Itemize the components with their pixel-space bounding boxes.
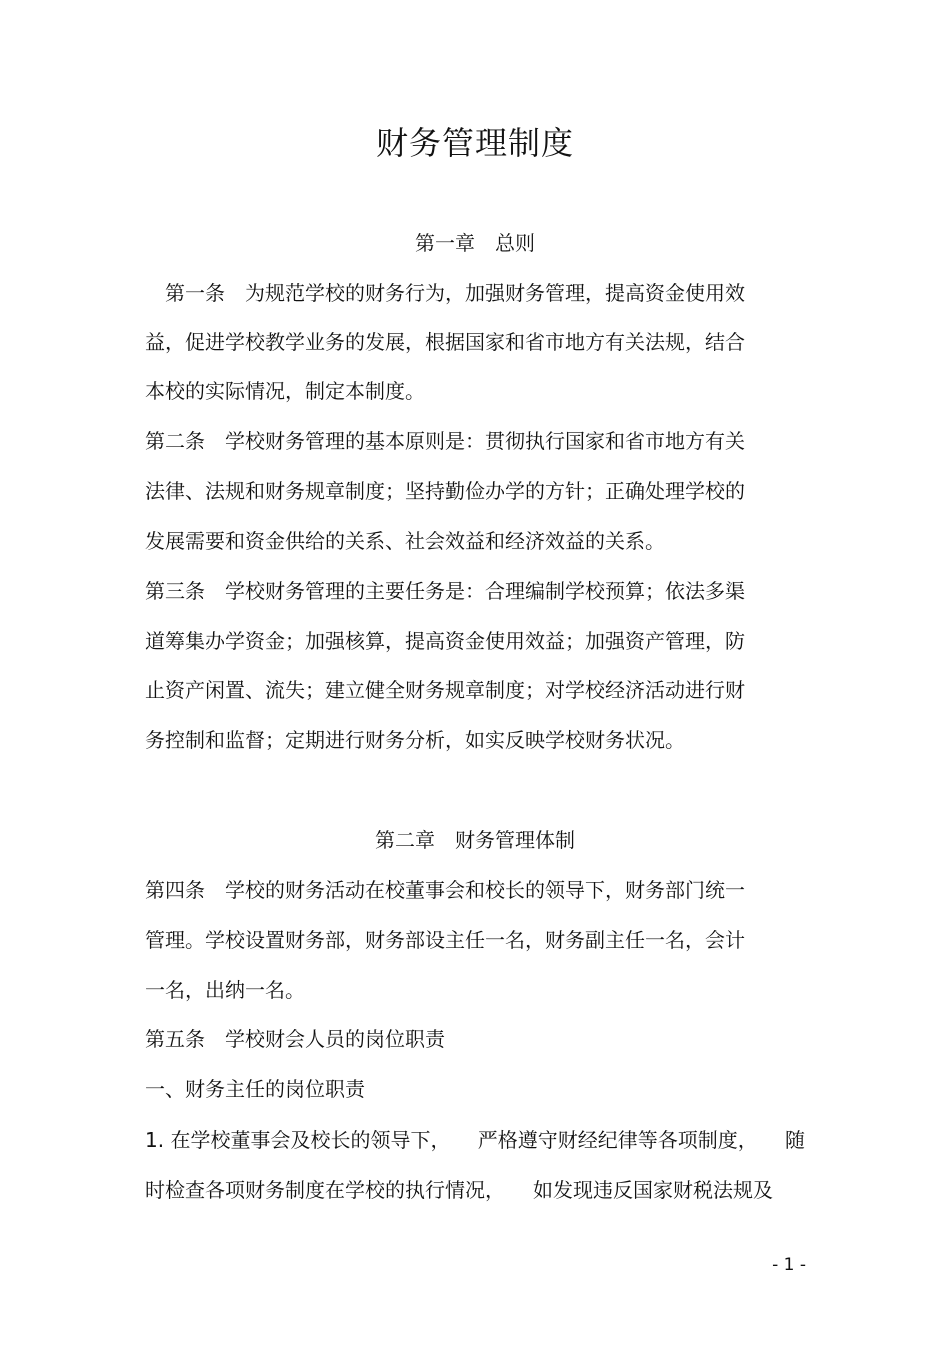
item-1-line-2-part-1: 时检查各项财务制度在学校的执行情况， xyxy=(145,1178,505,1202)
article-2-line-1: 第二条 学校财务管理的基本原则是：贯彻执行国家和省市地方有关 xyxy=(145,429,745,453)
article-1-line-3: 本校的实际情况，制定本制度。 xyxy=(145,379,425,403)
section-1-heading: 一、财务主任的岗位职责 xyxy=(145,1077,365,1101)
article-3-line-1: 第三条 学校财务管理的主要任务是：合理编制学校预算；依法多渠 xyxy=(145,579,745,603)
article-4-line-2: 管理。学校设置财务部，财务部设主任一名，财务副主任一名，会计 xyxy=(145,928,745,952)
article-1-line-2: 益，促进学校教学业务的发展，根据国家和省市地方有关法规，结合 xyxy=(145,330,745,354)
chapter-1-heading: 第一章 总则 xyxy=(415,231,535,255)
item-1-line-1 xyxy=(145,1125,805,1155)
page-number: - 1 - xyxy=(772,1255,806,1275)
document-title: 财务管理制度 xyxy=(375,124,574,162)
article-4-line-1: 第四条 学校的财务活动在校董事会和校长的领导下，财务部门统一 xyxy=(145,878,745,902)
article-5-heading: 第五条 学校财会人员的岗位职责 xyxy=(145,1027,445,1051)
article-3-line-3: 止资产闲置、流失；建立健全财务规章制度；对学校经济活动进行财 xyxy=(145,678,745,702)
item-1-line-2 xyxy=(145,1175,785,1205)
article-3-line-4: 务控制和监督；定期进行财务分析，如实反映学校财务状况。 xyxy=(145,728,685,752)
item-1-line-1-part-3: 随 xyxy=(784,1128,805,1152)
article-3-line-2: 道筹集办学资金；加强核算，提高资金使用效益；加强资产管理，防 xyxy=(145,629,745,653)
item-1-line-2-part-2: 如发现违反国家财税法规及 xyxy=(533,1178,773,1202)
chapter-2-heading: 第二章 财务管理体制 xyxy=(375,828,575,852)
item-1-line-1-part-1: 1. 在学校董事会及校长的领导下， xyxy=(145,1128,451,1152)
article-4-line-3: 一名，出纳一名。 xyxy=(145,978,305,1002)
item-1-line-1-part-2: 严格遵守财经纪律等各项制度， xyxy=(477,1128,758,1152)
article-2-line-3: 发展需要和资金供给的关系、社会效益和经济效益的关系。 xyxy=(145,529,665,553)
article-1-line-1: 第一条 为规范学校的财务行为，加强财务管理，提高资金使用效 xyxy=(165,281,745,305)
article-2-line-2: 法律、法规和财务规章制度；坚持勤俭办学的方针；正确处理学校的 xyxy=(145,479,745,503)
